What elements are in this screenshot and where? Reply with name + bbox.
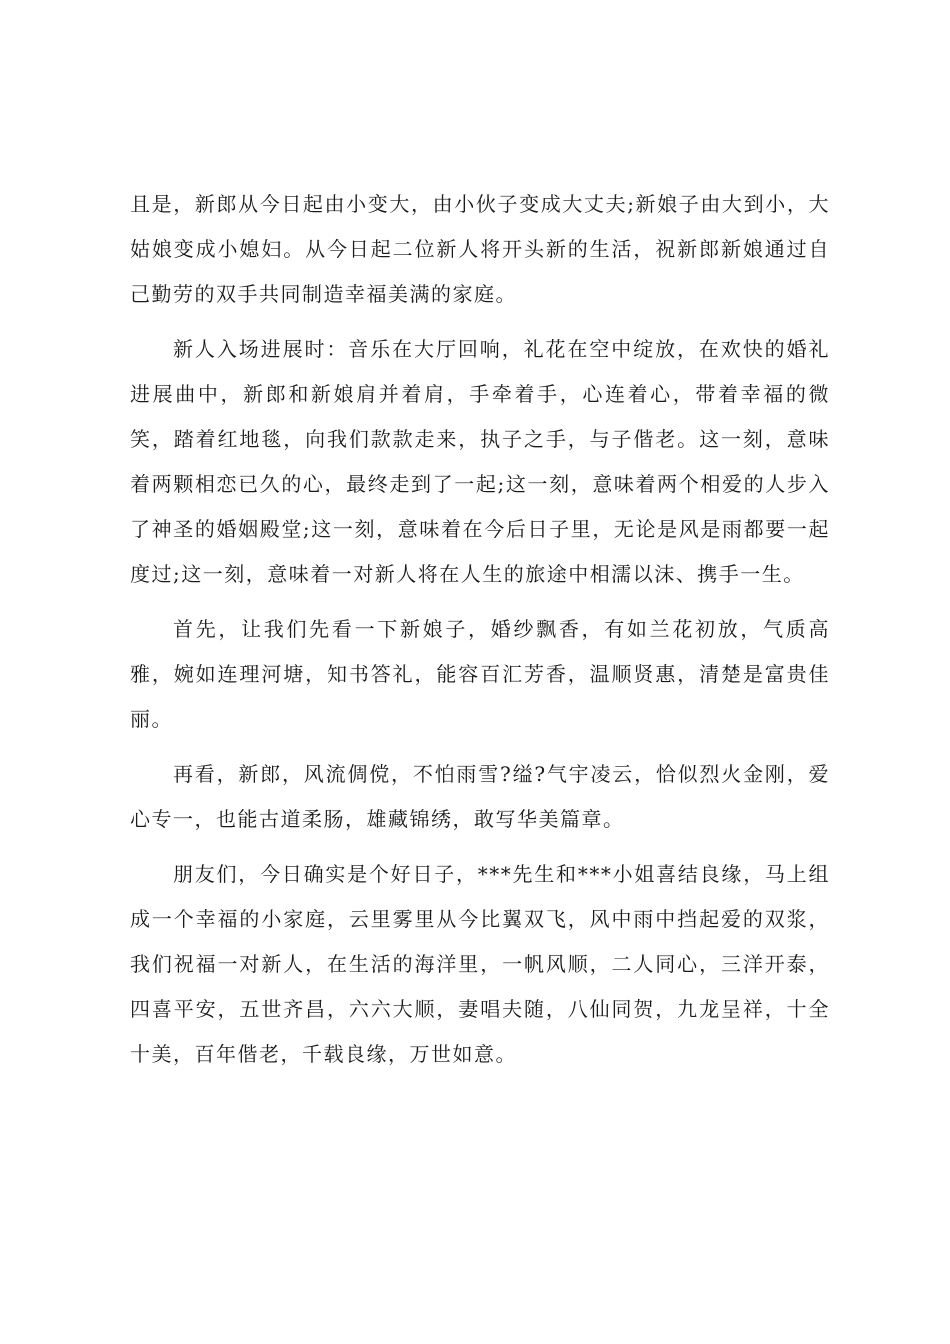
paragraph-4: 再看，新郎，风流倜傥，不怕雨雪?缢?气宇凌云，恰似烈火金刚，爱心专一，也能古道柔肠，雄藏锦绣，敢写华美篇章。 bbox=[130, 762, 830, 831]
paragraph-1: 且是，新郎从今日起由小变大，由小伙子变成大丈夫;新娘子由大到小，大姑娘变成小媳妇。从今日起二位新人将开头新的生活，祝新郎新娘通过自己勤劳的双手共同制造幸福美满的家庭。 bbox=[130, 192, 830, 306]
document-body bbox=[130, 182, 830, 1087]
paragraph-2: 新人入场进展时：音乐在大厅回响，礼花在空中绽放，在欢快的婚礼进展曲中，新郎和新娘肩并着肩，手牵着手，心连着心，带着幸福的微笑，踏着红地毯，向我们款款走来，执子之手，与子偕老。这一刻，意味着两颗相恋已久的心，最终走到了一起;这一刻，意味着两个相爱的人步入了神圣的婚姻殿堂;这一刻，意味着在今后日子里，无论是风是雨都要一起度过;这一刻，意味着一对新人将在人生的旅途中相濡以沫、携手一生。 bbox=[130, 337, 830, 586]
paragraph-3: 首先，让我们先看一下新娘子，婚纱飘香，有如兰花初放，气质高雅，婉如连理河塘，知书答礼，能容百汇芳香，温顺贤惠，清楚是富贵佳丽。 bbox=[130, 617, 830, 731]
paragraph-5: 朋友们，今日确实是个好日子，***先生和***小姐喜结良缘，马上组成一个幸福的小家庭，云里雾里从今比翼双飞，风中雨中挡起爱的双浆，我们祝福一对新人，在生活的海洋里，一帆风顺，二人同心，三洋开泰，四喜平安，五世齐昌，六六大顺，妻唱夫随，八仙同贺，九龙呈祥，十全十美，百年偕老，千载良缘，万世如意。 bbox=[130, 862, 830, 1066]
